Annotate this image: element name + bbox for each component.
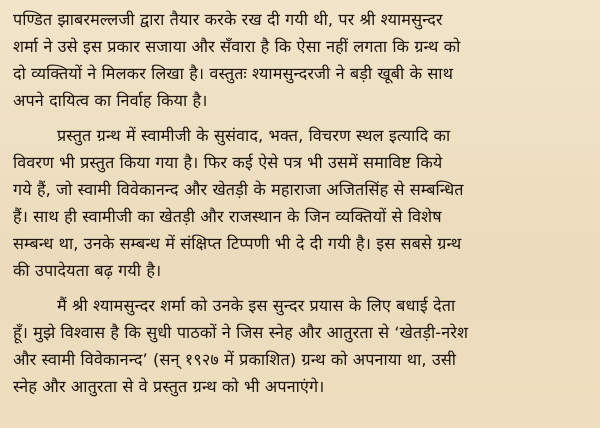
text-line: और स्वामी विवेकानन्द’ (सन् १९२७ में प्रकाशित) ग्रन्थ को अपनाया था, उसी — [13, 350, 457, 369]
text-line: सम्बन्ध था, उनके सम्बन्ध में संक्षिप्त टिप्पणी भी दे दी गयी है। इस सबसे ग्रन्थ — [13, 234, 462, 253]
text-line: हैं। साथ ही स्वामीजी का खेतड़ी और राजस्थान के जिन व्यक्तियों से विशेष — [13, 207, 442, 226]
text-line: अपने दायित्व का निर्वाह किया है। — [13, 91, 208, 110]
text-line: की उपादेयता बढ़ गयी है। — [13, 261, 162, 280]
text-line: हूँ। मुझे विश्वास है कि सुधी पाठकों ने जिस स्नेह और आतुरता से ‘खेतड़ी-नरेश — [13, 323, 469, 342]
paragraph-gap — [13, 114, 590, 122]
paragraph-gap — [13, 284, 590, 292]
text-line: दो व्यक्तियों ने मिलकर लिखा है। वस्तुतः श्यामसुन्दरजी ने बड़ी खूबी के साथ — [13, 64, 454, 83]
text-line: गये हैं, जो स्वामी विवेकानन्द और खेतड़ी के महाराजा अजितसिंह से सम्बन्धित — [13, 180, 464, 199]
text-line: विवरण भी प्रस्तुत किया गया है। फिर कई ऐसे पत्र भी उसमें समाविष्ट किये — [13, 153, 443, 172]
paragraph-2 — [13, 122, 590, 284]
paragraph-1 — [13, 6, 590, 114]
text-line: मैं श्री श्यामसुन्दर शर्मा को उनके इस सुन्दर प्रयास के लिए बधाई देता — [57, 296, 456, 315]
text-line: पण्डित झाबरमल्लजी द्वारा तैयार करके रख दी गयी थी, पर श्री श्यामसुन्दर — [13, 10, 443, 29]
paragraph-3 — [13, 292, 590, 400]
text-line: प्रस्तुत ग्रन्थ में स्वामीजी के सुसंवाद, भक्त, विचरण स्थल इत्यादि का — [57, 126, 451, 145]
text-line: स्नेह और आतुरता से वे प्रस्तुत ग्रन्थ को भी अपनाएंगे। — [13, 377, 325, 396]
text-line: शर्मा ने उसे इस प्रकार सजाया और सँवारा है कि ऐसा नहीं लगता कि ग्रन्थ को — [13, 37, 461, 56]
